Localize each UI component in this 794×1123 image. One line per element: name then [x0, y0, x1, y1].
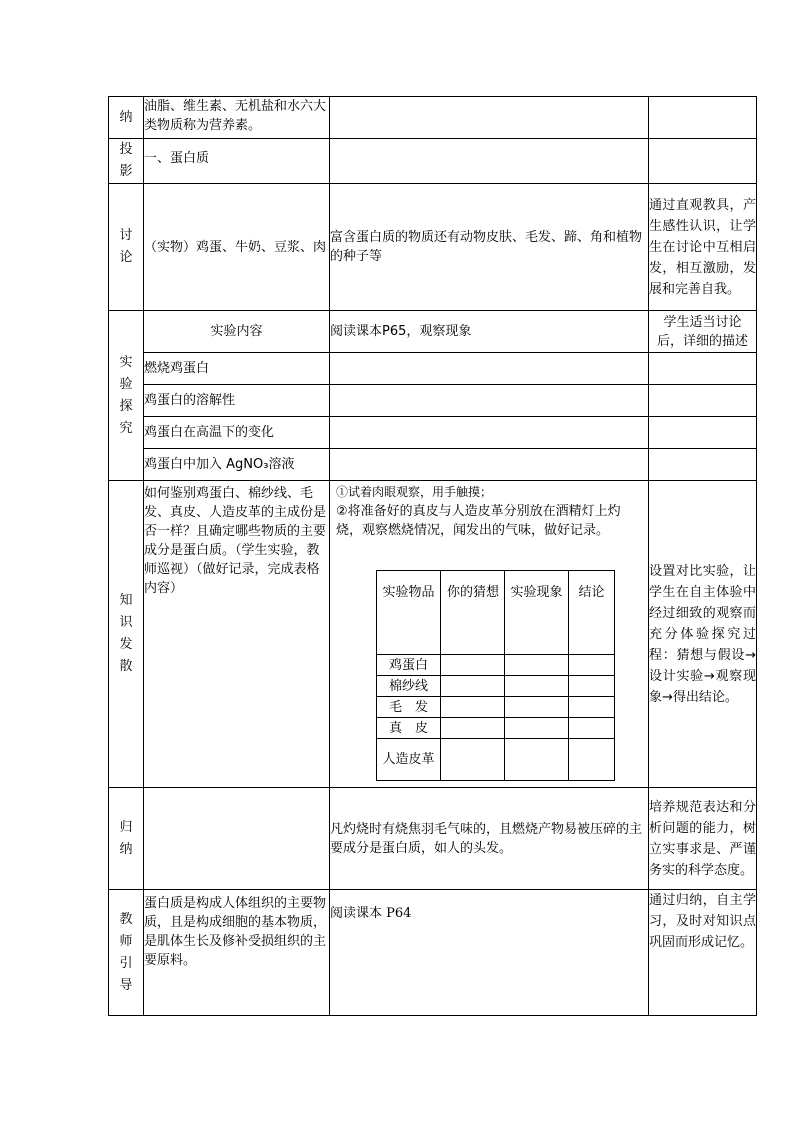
row-label: 实 验 探 究	[109, 311, 144, 481]
empty-cell	[505, 739, 569, 781]
content-cell: （实物）鸡蛋、牛奶、豆浆、肉	[144, 184, 330, 311]
record-item: 毛 发	[377, 697, 441, 718]
experiment-item: 鸡蛋白的溶解性	[144, 385, 330, 417]
empty-cell	[441, 739, 505, 781]
row-label: 教 师 引 导	[109, 890, 144, 1016]
empty-cell	[649, 139, 757, 184]
experiment-item: 鸡蛋白在高温下的变化	[144, 417, 330, 449]
row-label: 归 纳	[109, 788, 144, 890]
content-cell: 一、蛋白质	[144, 139, 330, 184]
record-item: 鸡蛋白	[377, 655, 441, 676]
activity-cell: 富含蛋白质的物质还有动物皮肤、毛发、蹄、角和植物的种子等	[330, 184, 649, 311]
experiment-row	[109, 449, 757, 481]
note-cell: 通过直观教具，产生感性认识，让学生在讨论中互相启发，相互激励，发展和完善自我。	[649, 184, 757, 311]
experiment-item: 鸡蛋白中加入 AgNO₃溶液	[144, 449, 330, 481]
experiment-row	[109, 353, 757, 385]
note-cell: 培养规范表达和分析问题的能力，树立实事求是、严谨务实的科学态度。	[649, 788, 757, 890]
record-header: 结论	[569, 571, 615, 655]
empty-cell	[505, 655, 569, 676]
row-gui-top	[109, 97, 757, 139]
row-label: 纳	[109, 97, 144, 139]
empty-cell	[569, 718, 615, 739]
content-cell: 蛋白质是构成人体组织的主要物质，且是构成细胞的基本物质，是肌体生长及修补受损组织的主要原料。	[144, 890, 330, 1016]
empty-cell	[649, 97, 757, 139]
note-cell: 学生适当讨论后，详细的描述	[649, 311, 757, 353]
record-item: 真 皮	[377, 718, 441, 739]
record-header: 实验现象	[505, 571, 569, 655]
empty-cell	[441, 655, 505, 676]
empty-cell	[569, 676, 615, 697]
experiment-item: 燃烧鸡蛋白	[144, 353, 330, 385]
record-item: 棉纱线	[377, 676, 441, 697]
record-table	[376, 570, 615, 781]
empty-cell	[649, 353, 757, 385]
row-label: 投 影	[109, 139, 144, 184]
empty-cell	[330, 139, 649, 184]
question-cell: 如何鉴别鸡蛋白、棉纱线、毛发、真皮、人造皮革的主成份是否一样？且确定哪些物质的主要成分是蛋白质。（学生实验，教师巡视）（做好记录，完成表格内容）	[144, 481, 330, 788]
empty-cell	[505, 676, 569, 697]
empty-cell	[569, 739, 615, 781]
empty-cell	[330, 417, 649, 449]
empty-cell	[441, 718, 505, 739]
empty-cell	[330, 385, 649, 417]
empty-cell	[441, 676, 505, 697]
empty-cell	[649, 385, 757, 417]
empty-cell	[505, 718, 569, 739]
empty-cell	[330, 97, 649, 139]
row-jiaoshi	[109, 890, 757, 1016]
empty-cell	[505, 697, 569, 718]
empty-cell	[649, 449, 757, 481]
summary-cell: 凡灼烧时有烧焦羽毛气味的，且燃烧产物易被压碎的主要成分是蛋白质，如人的头发。	[330, 788, 649, 890]
activity-cell	[330, 481, 649, 788]
lesson-plan-table	[108, 96, 757, 1016]
row-taolun	[109, 184, 757, 311]
content-cell: 油脂、维生素、无机盐和水六大类物质称为营养素。	[144, 97, 330, 139]
empty-cell	[441, 697, 505, 718]
row-shiyan-header	[109, 311, 757, 353]
empty-cell	[330, 449, 649, 481]
empty-cell	[330, 353, 649, 385]
empty-cell	[144, 788, 330, 890]
row-label: 讨 论	[109, 184, 144, 311]
record-header: 你的猜想	[441, 571, 505, 655]
row-touying	[109, 139, 757, 184]
experiment-row	[109, 385, 757, 417]
row-zhishi	[109, 481, 757, 788]
note-cell: 设置对比实验，让学生在自主体验中经过细致的观察而充分体验探究过程：猜想与假设→设计实验→观察现象→得出结论。	[649, 481, 757, 788]
note-cell: 通过归纳，自主学习，及时对知识点巩固而形成记忆。	[649, 890, 757, 1016]
record-item: 人造皮革	[377, 739, 441, 781]
step-text: ①试着肉眼观察，用手触摸；	[336, 485, 493, 499]
record-header: 实验物品	[377, 571, 441, 655]
step-text: ②将准备好的真皮与人造皮革分别放在酒精灯上灼烧，观察燃烧情况，闻发出的气味，做好记录。	[336, 504, 621, 538]
experiment-row	[109, 417, 757, 449]
empty-cell	[569, 655, 615, 676]
empty-cell	[649, 417, 757, 449]
experiment-header: 实验内容	[144, 311, 330, 353]
instruction-cell: 阅读课本P65，观察现象	[330, 311, 649, 353]
row-label: 知 识 发 散	[109, 481, 144, 788]
empty-cell	[569, 697, 615, 718]
row-guina	[109, 788, 757, 890]
activity-cell: 阅读课本 P64	[330, 890, 649, 1016]
